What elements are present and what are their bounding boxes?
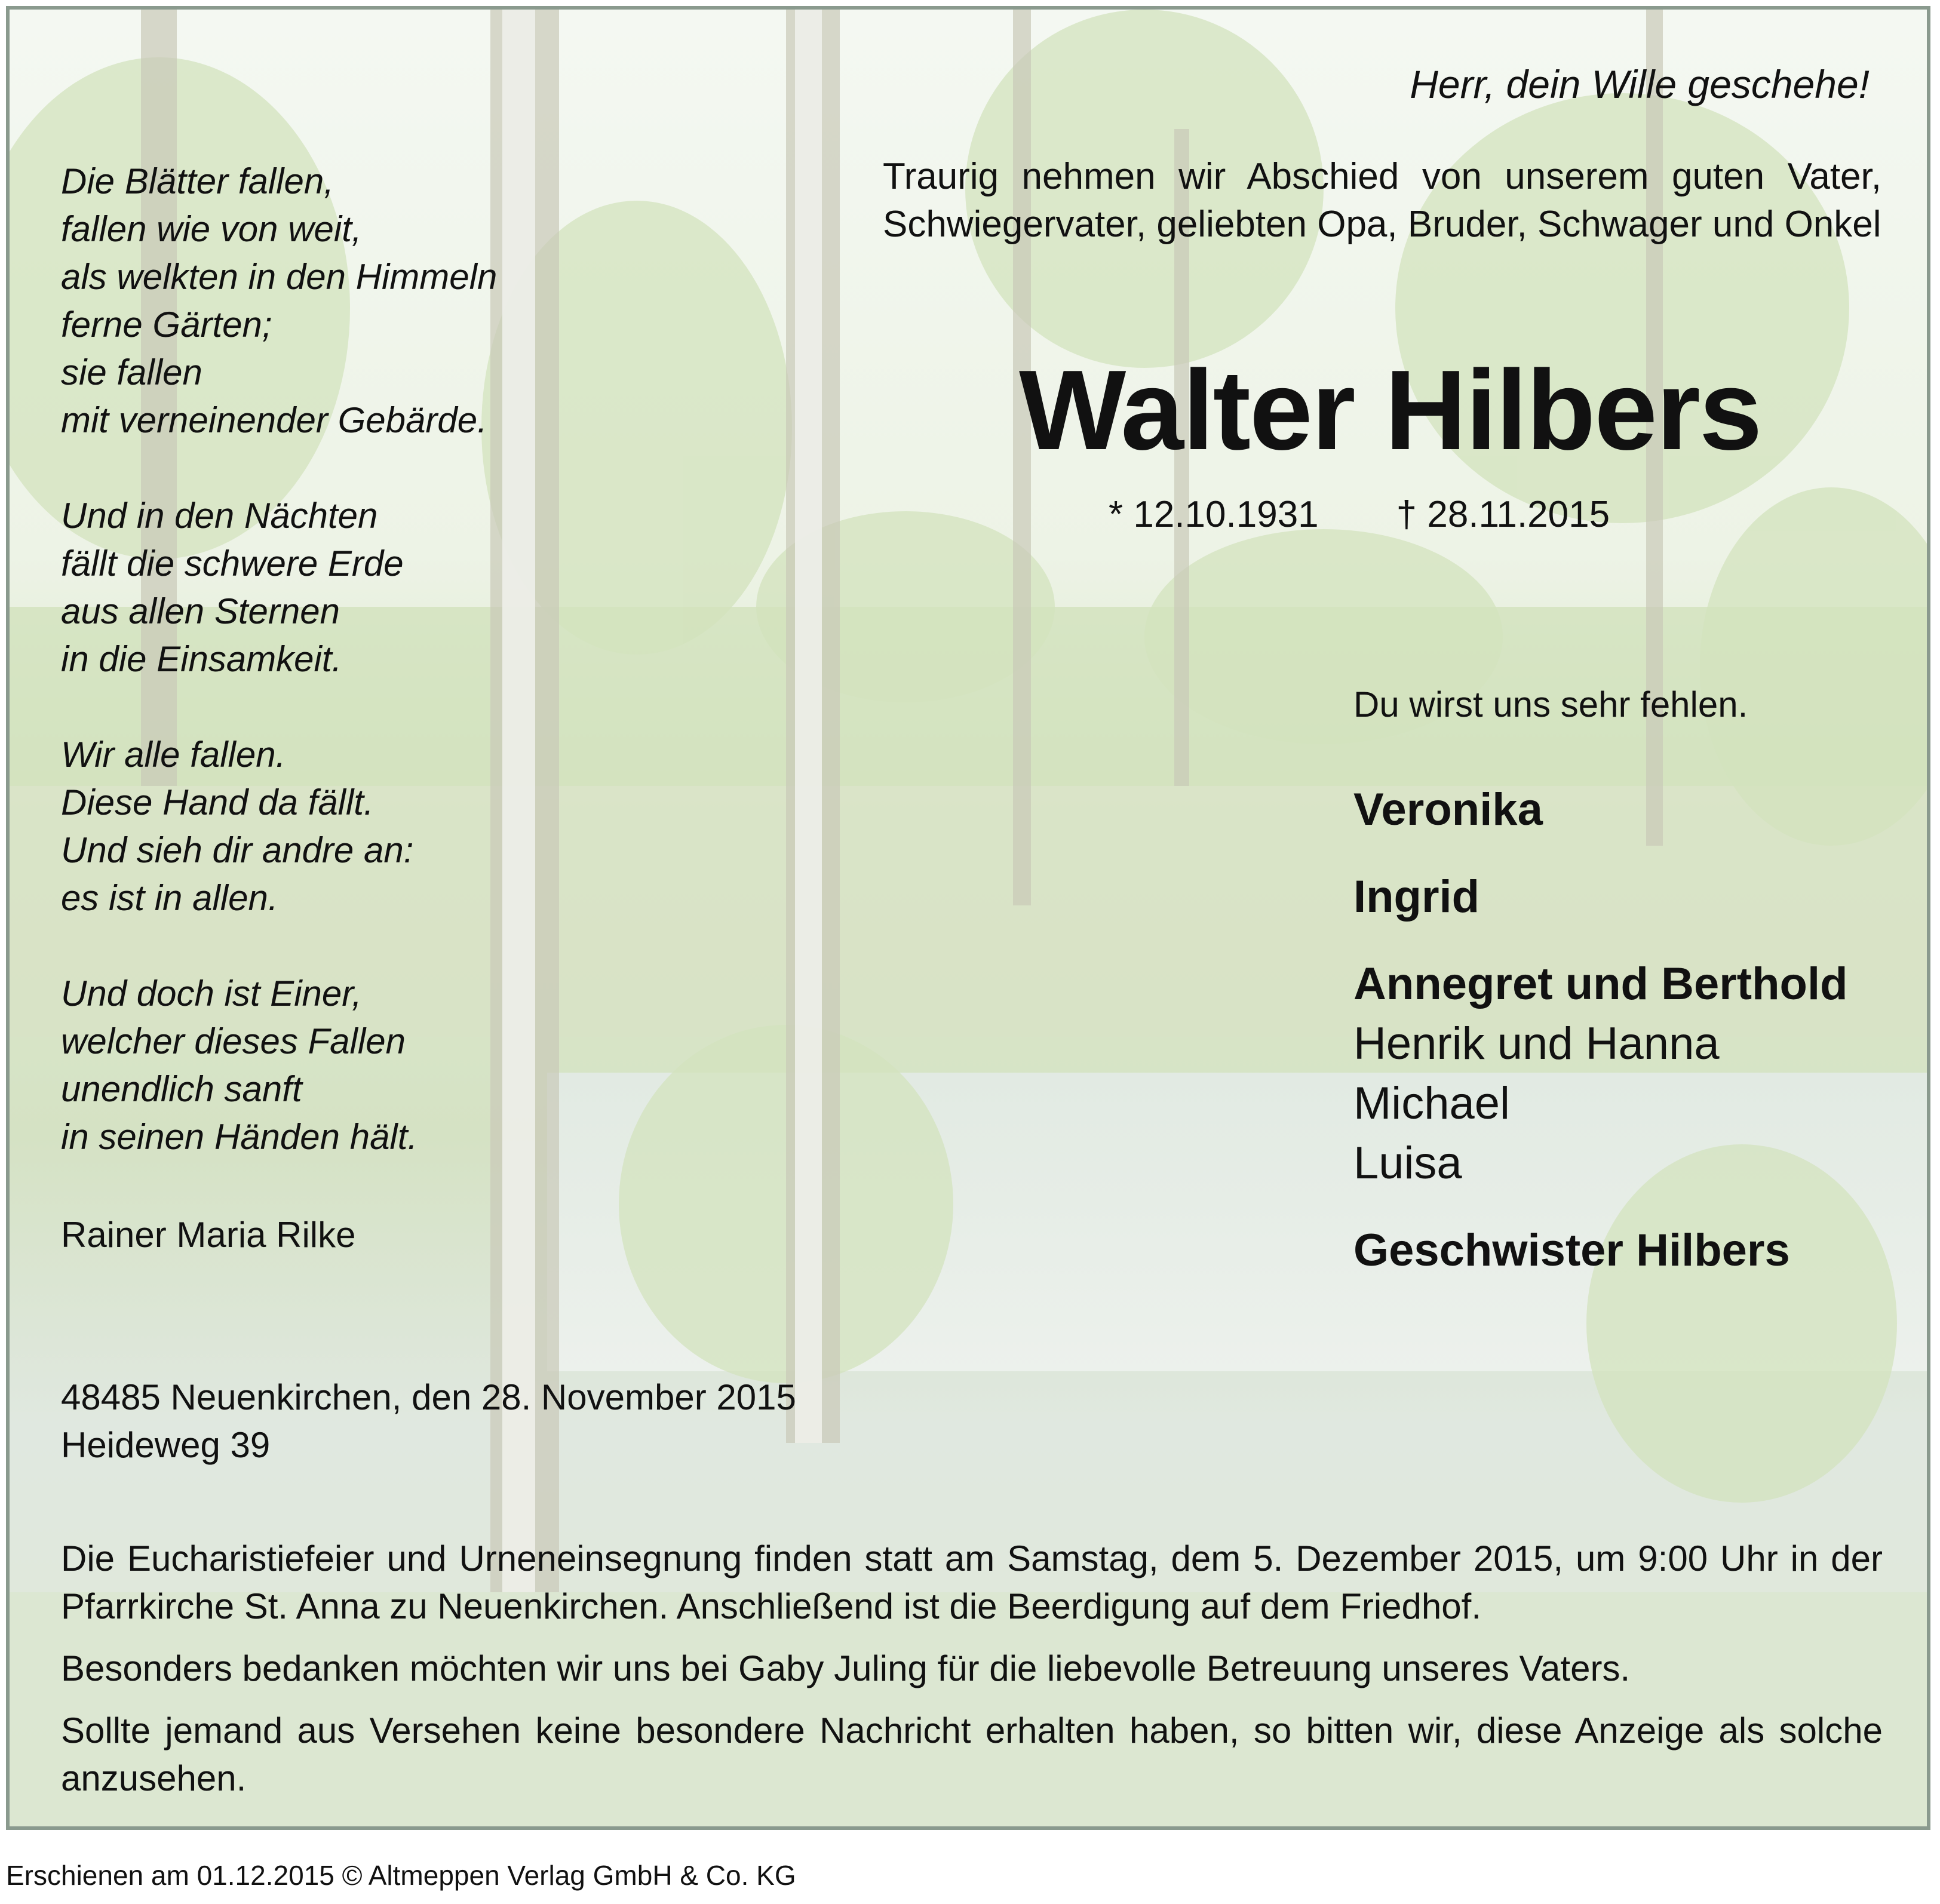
notice-paragraph: Sollte jemand aus Versehen keine besondere Nachricht erhalten haben, so bitten wir, diese Anzeige als solche anzusehen.	[61, 1710, 1883, 1798]
poem-line: fällt die schwere Erde	[61, 543, 404, 584]
poem-stanza	[61, 158, 778, 444]
obituary-frame	[6, 6, 1930, 1830]
poem-line: aus allen Sternen	[61, 591, 340, 631]
poem-line: Und in den Nächten	[61, 496, 378, 536]
closing-line: Du wirst uns sehr fehlen.	[1353, 684, 1748, 724]
family-member: Veronika	[1353, 784, 1543, 835]
poem-line: ferne Gärten;	[61, 305, 272, 345]
family-member: Annegret und Berthold	[1353, 959, 1848, 1009]
address-line: Heideweg 39	[61, 1425, 271, 1465]
notice-paragraph: Besonders bedanken möchten wir uns bei Gaby Juling für die liebevolle Betreuung unseres Vaters.	[61, 1648, 1631, 1688]
motto: Herr, dein Wille geschehe!	[1410, 62, 1870, 106]
poem-line: fallen wie von weit,	[61, 209, 362, 249]
poem-line: welcher dieses Fallen	[61, 1021, 406, 1061]
poem-line: als welkten in den Himmeln	[61, 257, 498, 297]
birth-date: * 12.10.1931	[1109, 494, 1319, 535]
poem-line: Die Blätter fallen,	[61, 161, 334, 201]
poem-line: unendlich sanft	[61, 1069, 302, 1109]
poem-line: mit verneinender Gebärde.	[61, 400, 487, 440]
deceased-name: Walter Hilbers	[1019, 347, 1761, 474]
life-dates	[1109, 491, 1687, 539]
address	[61, 1374, 796, 1469]
poem-stanza	[61, 731, 778, 922]
poem-stanza	[61, 970, 778, 1161]
poem-author: Rainer Maria Rilke	[61, 1215, 356, 1255]
death-date: † 28.11.2015	[1396, 494, 1610, 535]
funeral-notice	[61, 1535, 1883, 1817]
family-member: Luisa	[1353, 1138, 1462, 1189]
family-list	[1353, 780, 1848, 1280]
poem-line: sie fallen	[61, 352, 202, 392]
family-member: Henrik und Hanna	[1353, 1018, 1720, 1069]
poem-stanza	[61, 492, 778, 683]
poem-line: in seinen Händen hält.	[61, 1117, 418, 1157]
poem-line: Und doch ist Einer,	[61, 974, 362, 1014]
poem-line: es ist in allen.	[61, 878, 278, 918]
publication-footer: Erschienen am 01.12.2015 © Altmeppen Verlag GmbH & Co. KG	[6, 1860, 796, 1891]
family-member: Geschwister Hilbers	[1353, 1225, 1790, 1276]
poem-line: Und sieh dir andre an:	[61, 830, 414, 870]
family-member: Michael	[1353, 1078, 1510, 1129]
family-member: Ingrid	[1353, 871, 1480, 922]
poem	[61, 158, 778, 1209]
poem-line: Wir alle fallen.	[61, 735, 286, 775]
notice-paragraph: Die Eucharistiefeier und Urneneinsegnung finden statt am Samstag, dem 5. Dezember 2015, um 9:00 Uhr in der Pfarrkirche St. Anna zu Neuenkirchen. Anschließend ist die Beerdigung auf dem Friedhof.	[61, 1538, 1883, 1626]
poem-line: Diese Hand da fällt.	[61, 782, 374, 822]
intro-text: Traurig nehmen wir Abschied von unserem guten Vater, Schwiegervater, geliebten Opa, Bruder, Schwager und Onkel	[883, 156, 1881, 245]
poem-line: in die Einsamkeit.	[61, 639, 342, 679]
address-line: 48485 Neuenkirchen, den 28. November 2015	[61, 1377, 796, 1417]
